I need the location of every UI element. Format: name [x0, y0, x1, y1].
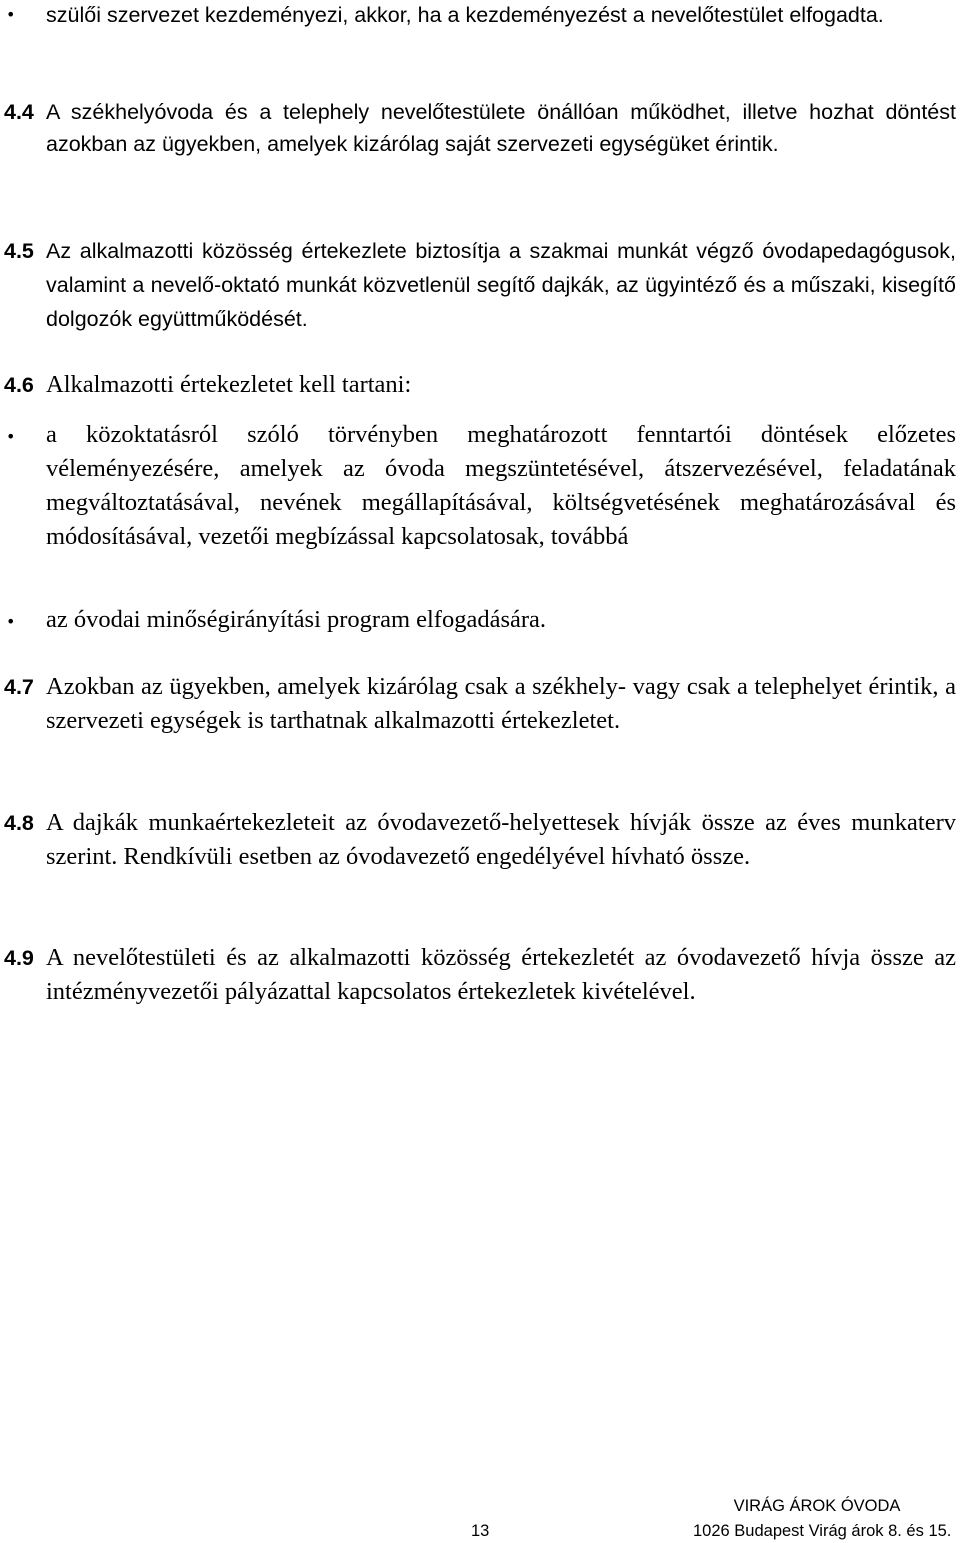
section-number: 4.8 — [4, 811, 34, 835]
bullet-icon: • — [6, 612, 16, 631]
section-4-9 — [4, 941, 956, 1009]
bullet-icon: • — [6, 427, 16, 446]
section-text: A nevelőtestületi és az alkalmazotti közösség értekezletét az óvodavezető hívja össze az intézményvezetői pályázattal kapcsolatos értekezletek kivételével. — [46, 944, 956, 1005]
section-text: Azokban az ügyekben, amelyek kizárólag csak a székhely- vagy csak a telephelyet érintik, a szervezeti egységek is tarthatnak alkalmazotti értekezletet. — [46, 673, 956, 734]
bullet-icon: • — [6, 5, 16, 24]
section-text: Alkalmazotti értekezletet kell tartani: — [46, 371, 412, 398]
list-item-text: szülői szervezet kezdeményezi, akkor, ha a kezdeményezést a nevelőtestület elfogadta. — [46, 3, 884, 27]
list-item — [4, 418, 956, 554]
list-item-text: az óvodai minőségirányítási program elfogadására. — [46, 606, 547, 633]
section-number: 4.4 — [4, 100, 34, 124]
list-item — [4, 603, 956, 637]
page-number: 13 — [471, 1522, 490, 1540]
section-number: 4.7 — [4, 675, 34, 699]
section-text: A dajkák munkaértekezleteit az óvodavezető-helyettesek hívják össze az éves munkaterv szerint. Rendkívüli esetben az óvodavezető engedélyével hívható össze. — [46, 809, 956, 870]
section-number: 4.6 — [4, 373, 34, 397]
footer-institution: VIRÁG ÁROK ÓVODA — [733, 1497, 901, 1515]
section-number: 4.9 — [4, 946, 34, 970]
section-4-8 — [4, 806, 956, 874]
list-item — [4, 0, 956, 33]
section-4-7 — [4, 670, 956, 738]
list-item-text: a közoktatásról szóló törvényben meghatározott fenntartói döntések előzetes véleményezésére, amelyek az óvoda megszüntetésével, átszervezésével, feladatának megváltoztatásával, nevének megállapításával, költségvetésének meghatározásával és módosításával, vezetői megbízással kapcsolatosak, továbbá — [46, 421, 956, 550]
section-4-4 — [4, 96, 956, 160]
footer-address: 1026 Budapest Virág árok 8. és 15. — [693, 1522, 952, 1540]
section-text: Az alkalmazotti közösség értekezlete biztosítja a szakmai munkát végző óvodapedagógusok, valamint a nevelő-oktató munkát közvetlenül segítő dajkák, az ügyintéző és a műszaki, kisegítő dolgozók együttműködését. — [46, 239, 956, 331]
section-text: A székhelyóvoda és a telephely nevelőtestülete önállóan működhet, illetve hozhat döntést azokban az ügyekben, amelyek kizárólag saját szervezeti egységüket érintik. — [46, 100, 956, 156]
section-4-6 — [4, 368, 956, 402]
section-4-5 — [4, 234, 956, 336]
section-number: 4.5 — [4, 239, 34, 263]
